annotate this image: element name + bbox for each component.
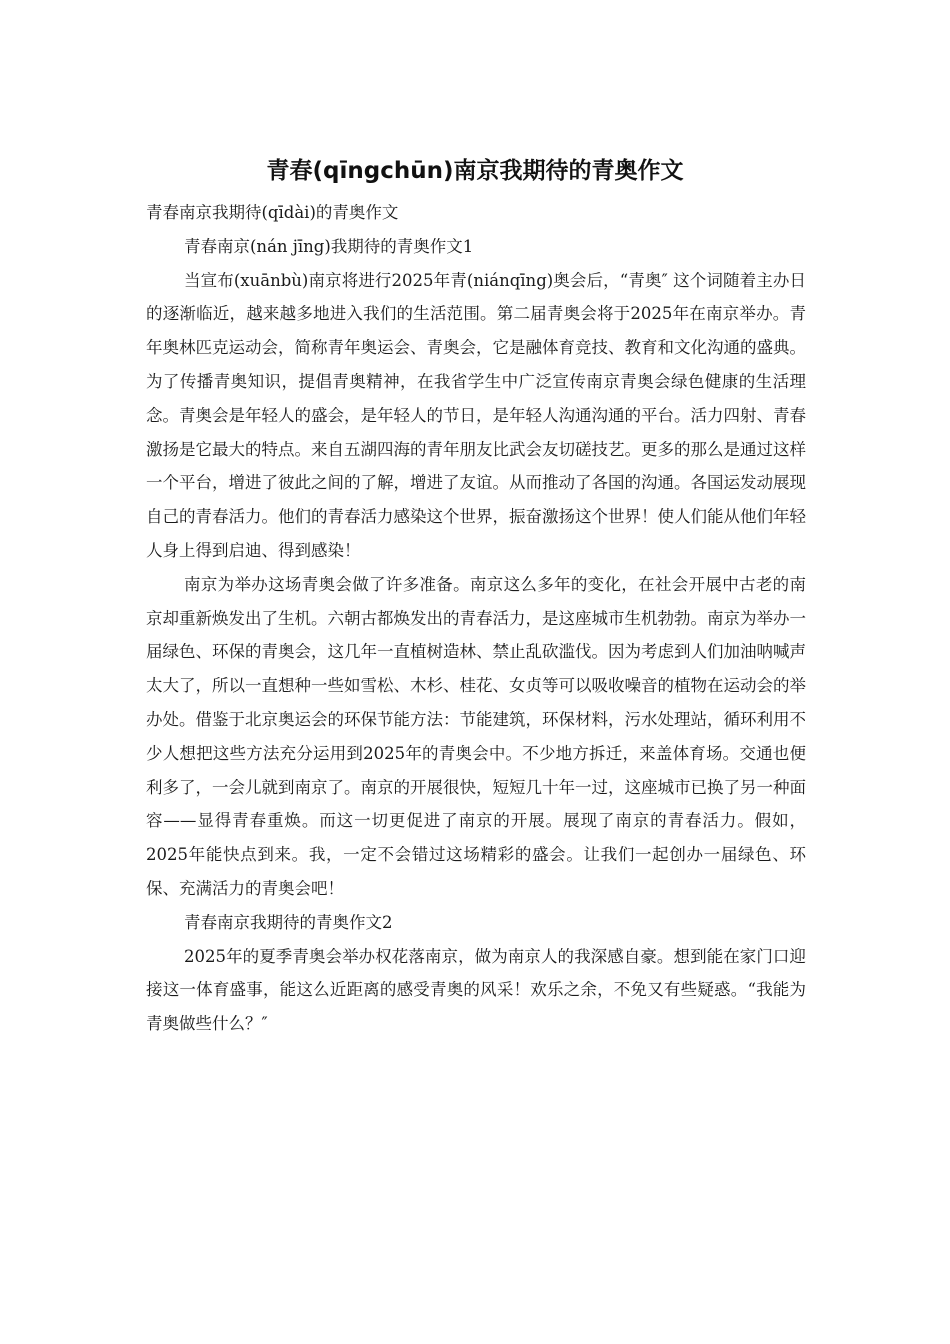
document-body [146, 196, 806, 1041]
paragraph-1: 当宣布(xuānbù)南京将进行2025年青(niánqīng)奥会后，“青奥″ 这个词随着主办日的逐渐临近，越来越多地进入我们的生活范围。第二届青奥会将于2025年在南京举办。青年奥林匹克运动会，简称青年奥运会、青奥会，它是融体育竞技、教育和文化沟通的盛典。为了传播青奥知识，提倡青奥精神，在我省学生中广泛宣传南京青奥会绿色健康的生活理念。青奥会是年轻人的盛会，是年轻人的节日，是年轻人沟通沟通的平台。活力四射、青春激扬是它最大的特点。来自五湖四海的青年朋友比武会友切磋技艺。更多的那么是通过这样一个平台，增进了彼此之间的了解，增进了友谊。从而推动了各国的沟通。各国运发动展现自己的青春活力。他们的青春活力感染这个世界，振奋激扬这个世界！使人们能从他们年轻人身上得到启迪、得到感染！ [146, 270, 806, 560]
paragraph-2: 南京为举办这场青奥会做了许多准备。南京这么多年的变化，在社会开展中古老的南京却重新焕发出了生机。六朝古都焕发出的青春活力，是这座城市生机勃勃。南京为举办一届绿色、环保的青奥会，这几年一直植树造林、禁止乱砍滥伐。因为考虑到人们加油呐喊声太大了，所以一直想种一些如雪松、木杉、桂花、女贞等可以吸收噪音的植物在运动会的举办处。借鉴于北京奥运会的环保节能方法：节能建筑，环保材料，污水处理站，循环利用不少人想把这些方法充分运用到2025年的青奥会中。不少地方拆迁，来盖体育场。交通也便利多了，一会儿就到南京了。南京的开展很快，短短几十年一过，这座城市已换了另一种面容——显得青春重焕。而这一切更促进了南京的开展。展现了南京的青春活力。假如，2025年能快点到来。我，一定不会错过这场精彩的盛会。让我们一起创办一届绿色、环保、充满活力的青奥会吧！ [146, 574, 806, 898]
section-heading-2: 青春南京我期待的青奥作文2 [184, 912, 393, 932]
document-title: 青春(qīngchūn)南京我期待的青奥作文 [266, 158, 684, 184]
paragraph-3: 2025年的夏季青奥会举办权花落南京，做为南京人的我深感自豪。想到能在家门口迎接这一体育盛事，能这么近距离的感受青奥的风采！欢乐之余，不免又有些疑惑。“我能为青奥做些什么？″ [146, 946, 806, 1034]
document-subtitle: 青春南京我期待(qīdài)的青奥作文 [146, 203, 399, 222]
section-heading-1: 青春南京(nán jīng)我期待的青奥作文1 [184, 236, 474, 256]
